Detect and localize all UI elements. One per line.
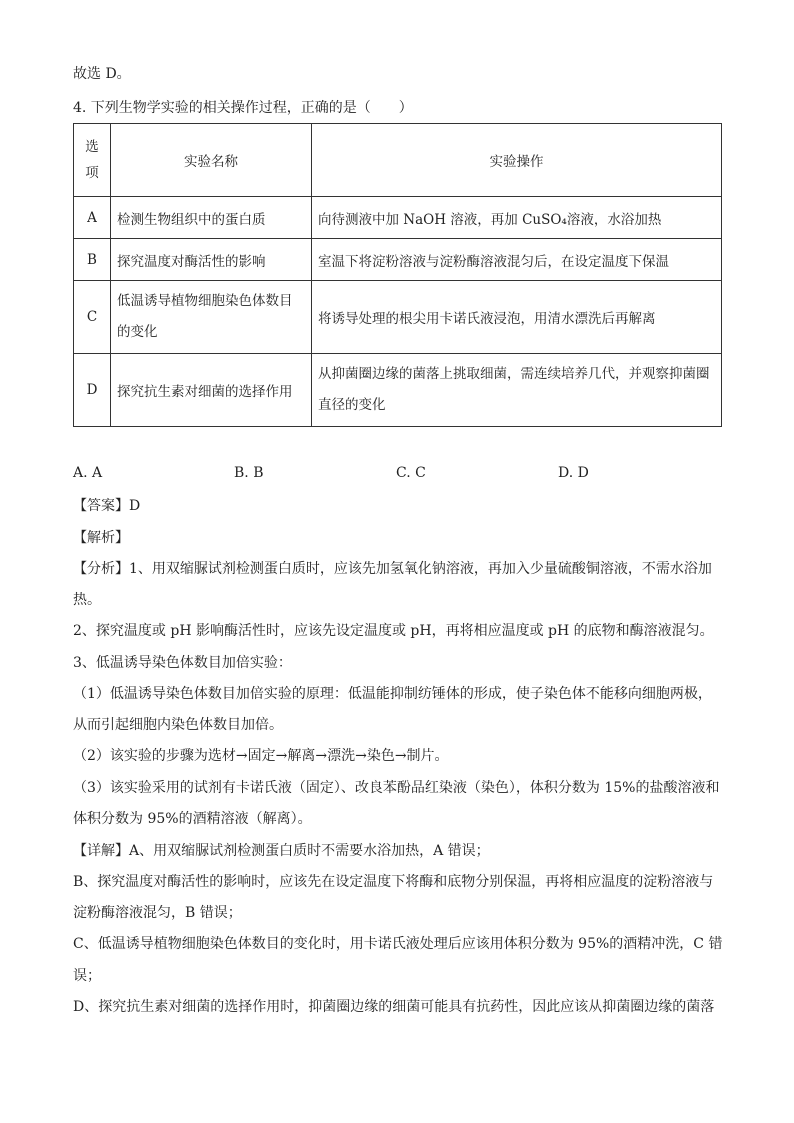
choice-d: D. D: [558, 465, 589, 481]
header-option: [74, 124, 111, 197]
body-line: （1）低温诱导染色体数目加倍实验的原理：低温能抑制纺锤体的形成，使子染色体不能移向细胞两极，: [73, 686, 712, 702]
row-experiment-name: 探究抗生素对细菌的选择作用: [111, 354, 312, 427]
header-experiment-operation: 实验操作: [312, 124, 722, 197]
header-option-top: 选: [85, 139, 99, 155]
body-line: 误；: [73, 968, 101, 984]
experiment-table: [73, 123, 722, 427]
body-line: 从而引起细胞内染色体数目加倍。: [73, 717, 283, 733]
table-header-row: [74, 124, 722, 197]
table-row: [74, 281, 722, 354]
body-line: C、低温诱导植物细胞染色体数目的变化时，用卡诺氏液处理后应该用体积分数为 95%的酒精冲洗，C 错: [73, 936, 723, 952]
question-4-stem: 4. 下列生物学实验的相关操作过程，正确的是（ ）: [73, 100, 413, 116]
body-line: 淀粉酶溶液混匀，B 错误；: [73, 905, 242, 921]
header-option-bottom: 项: [85, 165, 99, 181]
row-experiment-operation: 室温下将淀粉溶液与淀粉酶溶液混匀后，在设定温度下保温: [312, 239, 722, 281]
body-line: 【分析】1、用双缩脲试剂检测蛋白质时，应该先加氢氧化钠溶液，再加入少量硫酸铜溶液，不需水浴加: [73, 561, 712, 577]
body-line: （3）该实验采用的试剂有卡诺氏液（固定）、改良苯酚品红染液（染色），体积分数为 15%的盐酸溶液和: [73, 780, 720, 796]
row-experiment-name: 低温诱导植物细胞染色体数目的变化: [111, 281, 312, 354]
body-line: 2、探究温度或 pH 影响酶活性时，应该先设定温度或 pH，再将相应温度或 pH 的底物和酶溶液混匀。: [73, 623, 714, 639]
body-line: D、探究抗生素对细菌的选择作用时，抑菌圈边缘的细菌可能具有抗药性，因此应该从抑菌圈边缘的菌落: [73, 999, 715, 1015]
answer-line: [73, 496, 140, 516]
choice-a: A. A: [73, 465, 103, 481]
row-experiment-operation: 向待测液中加 NaOH 溶液，再加 CuSO₄溶液，水浴加热: [312, 197, 722, 239]
table-row: [74, 239, 722, 281]
body-line: 热。: [73, 592, 101, 608]
row-experiment-name: 检测生物组织中的蛋白质: [111, 197, 312, 239]
table-row: [74, 197, 722, 239]
body-line: 体积分数为 95%的酒精溶液（解离）。: [73, 811, 312, 827]
row-option: A: [74, 197, 111, 239]
row-experiment-operation: 从抑菌圈边缘的菌落上挑取细菌，需连续培养几代，并观察抑菌圈直径的变化: [312, 354, 722, 427]
choice-c: C. C: [396, 465, 426, 481]
choice-b: B. B: [234, 465, 264, 481]
row-experiment-name: 探究温度对酶活性的影响: [111, 239, 312, 281]
body-line: （2）该实验的步骤为选材→固定→解离→漂洗→染色→制片。: [73, 748, 449, 764]
table-row: [74, 354, 722, 427]
row-experiment-operation: 将诱导处理的根尖用卡诺氏液浸泡，用清水漂洗后再解离: [312, 281, 722, 354]
body-line: 【详解】A、用双缩脲试剂检测蛋白质时不需要水浴加热，A 错误；: [73, 843, 490, 859]
row-option: B: [74, 239, 111, 281]
body-line: 3、低温诱导染色体数目加倍实验：: [73, 655, 292, 671]
row-option: D: [74, 354, 111, 427]
previous-answer-line: 故选 D。: [73, 66, 131, 82]
header-experiment-name: 实验名称: [111, 124, 312, 197]
body-line: B、探究温度对酶活性的影响时，应该先在设定温度下将酶和底物分别保温，再将相应温度的淀粉溶液与: [73, 874, 714, 890]
answer-label: 【答案】: [73, 498, 129, 514]
row-option: C: [74, 281, 111, 354]
analysis-label: 【解析】: [73, 530, 129, 546]
answer-value: D: [129, 498, 141, 514]
